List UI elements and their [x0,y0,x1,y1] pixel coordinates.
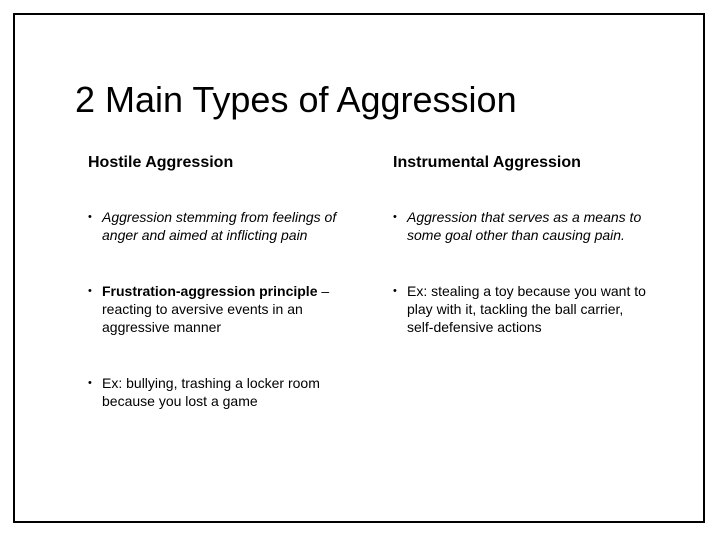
bullet-item [88,282,368,336]
bullet-dot: • [88,377,92,389]
bullet-dot: • [88,211,92,223]
column-heading: Hostile Aggression [88,154,234,171]
column-heading: Instrumental Aggression [393,154,581,171]
bullet-item [88,208,368,244]
column-hostile-aggression [88,153,368,448]
bullet-item [88,374,368,410]
bullet-text: – reacting to aversive events in an aggressive manner [102,283,330,335]
bullet-text: Aggression that serves as a means to some goal other than causing pain. [407,209,642,243]
slide-title: 2 Main Types of Aggression [75,79,517,120]
bullet-text: Ex: stealing a toy because you want to play with it, tackling the ball carrier, self-defensive actions [407,283,646,335]
bullet-item [393,282,648,336]
bullet-text: Aggression stemming from feelings of anger and aimed at inflicting pain [102,209,337,243]
bullet-bold-term: Frustration-aggression principle [102,283,318,299]
bullet-item [393,208,648,244]
column-instrumental-aggression [393,153,648,374]
bullet-text: Ex: bullying, trashing a locker room because you lost a game [102,375,320,409]
bullet-dot: • [88,285,92,297]
bullet-dot: • [393,285,397,297]
bullet-dot: • [393,211,397,223]
